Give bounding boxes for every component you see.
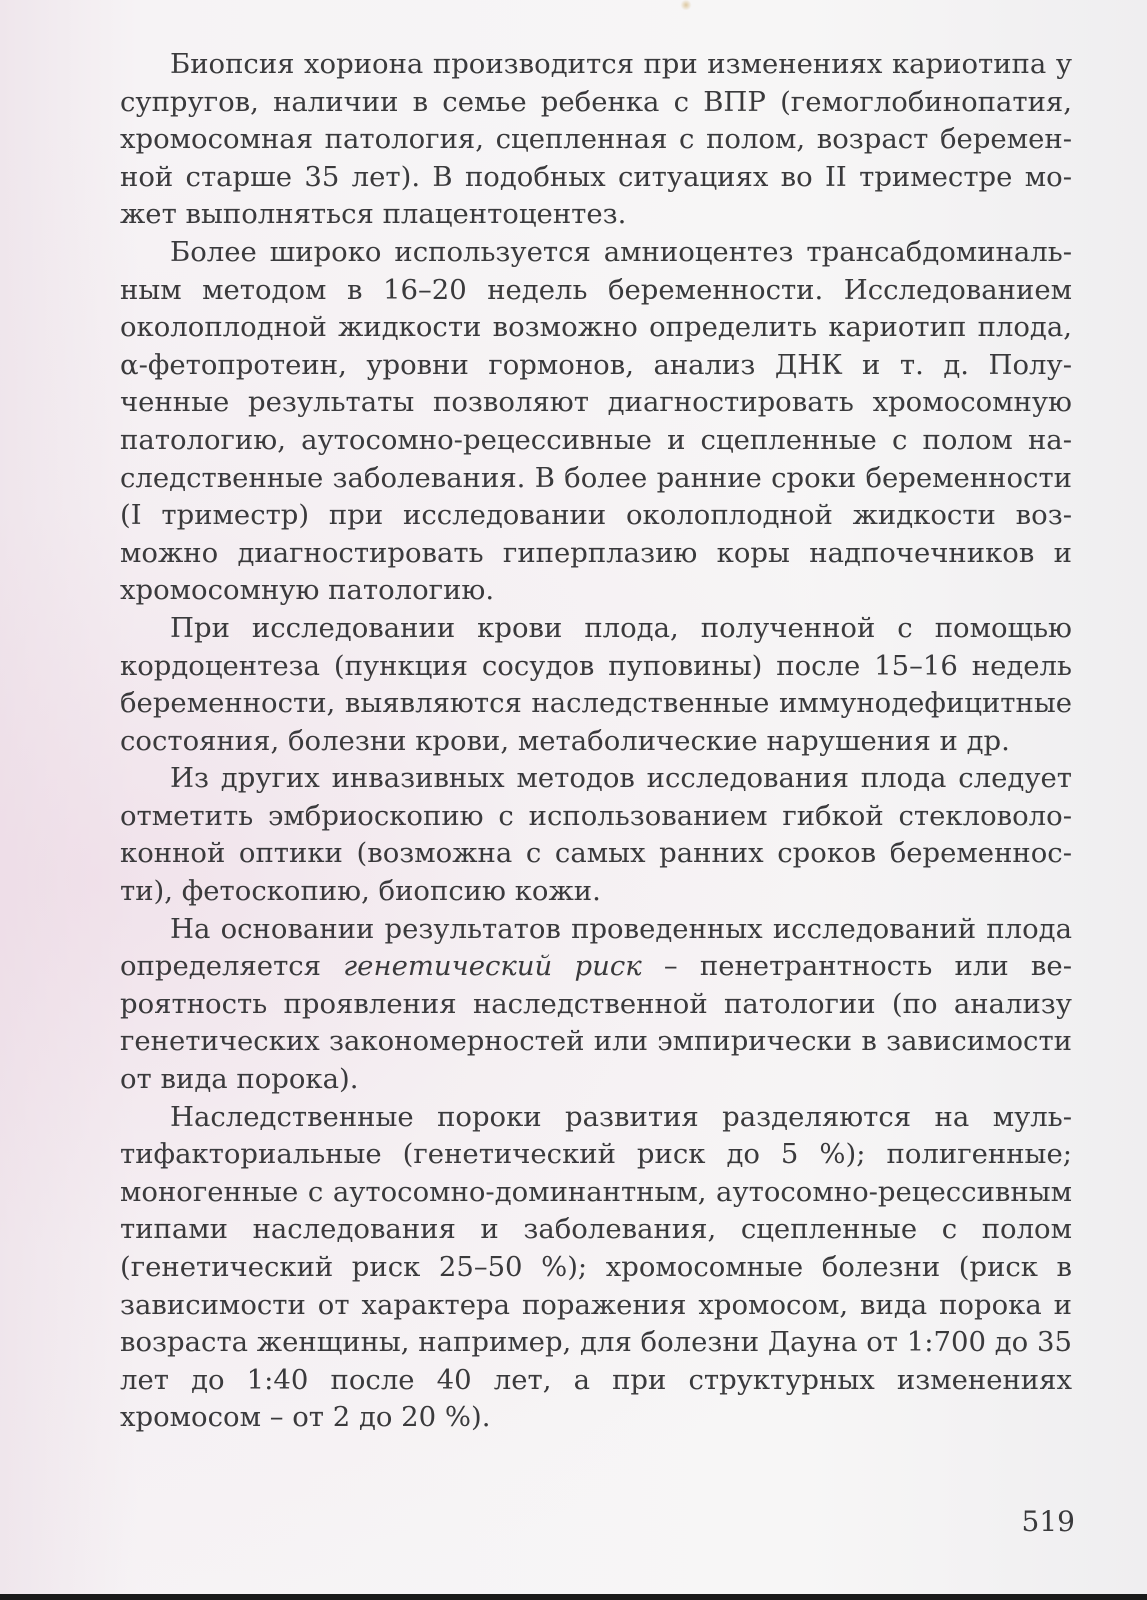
paragraph-genetic-risk xyxy=(120,911,1072,1099)
paragraph-text-continued: – пенетрантность или вероятность проявления наследственной патологии (по анализу генетических закономерностей или эмпирически в зависимости от вида порока). xyxy=(120,950,1072,1096)
paragraph-hereditary-defects xyxy=(120,1099,1072,1437)
paragraph-chorion-biopsy xyxy=(120,46,1072,234)
body-text xyxy=(120,46,1072,1437)
paragraph-text: Наследственные пороки развития разделяются на мультифакториальные (генетический риск до 5 %); полигенные; моногенные с аутосомно-доминантным, аутосомно-рецессивным типами наследования и заболевания, сцепленные с полом (генетический риск 25–50 %); хромосомные болезни (риск в зависимости от характера поражения хромосом, вида порока и возраста женщины, например, для болезни Дауна от 1:700 до 35 лет до 1:40 после 40 лет, а при структурных изменениях хромосом – от 2 до 20 %). xyxy=(120,1100,1072,1434)
paragraph-text: При исследовании крови плода, полученной с помощью кордоцентеза (пункция сосудов пуповины) после 15–16 недель беременности, выявляются наследственные иммунодефицитные состояния, болезни крови, метаболические нарушения и др. xyxy=(120,611,1072,757)
paragraph-amniocentesis xyxy=(120,234,1072,610)
page-number: 519 xyxy=(1021,1505,1075,1538)
paragraph-invasive-methods xyxy=(120,760,1072,910)
emphasized-term: генетический риск xyxy=(343,950,642,983)
paper-speck xyxy=(680,0,692,10)
paragraph-text: На основании результатов проведенных исследований плода определяется xyxy=(120,912,1072,983)
paragraph-text: Биопсия хориона производится при изменениях кариотипа у супругов, наличии в семье ребенка с ВПР (гемоглобинопатия, хромосомная патология, сцепленная с полом, возраст беременной старше 35 лет). В подобных ситуациях во II триместре может выполняться плацентоцентез. xyxy=(120,48,1072,231)
scan-bottom-edge xyxy=(0,1594,1147,1600)
paragraph-text: Из других инвазивных методов исследования плода следует отметить эмбриоскопию с использованием гибкой стекловолоконной оптики (возможна с самых ранних сроков беременности), фетоскопию, биопсию кожи. xyxy=(120,762,1072,908)
paragraph-cordocentesis xyxy=(120,610,1072,760)
paragraph-text: Более широко используется амниоцентез трансабдоминальным методом в 16–20 недель беременности. Исследованием околоплодной жидкости возможно определить кариотип плода, α-фетопротеин, уровни гормонов, анализ ДНК и т. д. Полученные результаты позволяют диагностировать хромосомную патологию, аутосомно-рецессивные и сцепленные с полом наследственные заболевания. В более ранние сроки беременности (I триместр) при исследовании околоплодной жидкости возможно диагностировать гиперплазию коры надпочечников и хромосомную патологию. xyxy=(120,235,1072,607)
